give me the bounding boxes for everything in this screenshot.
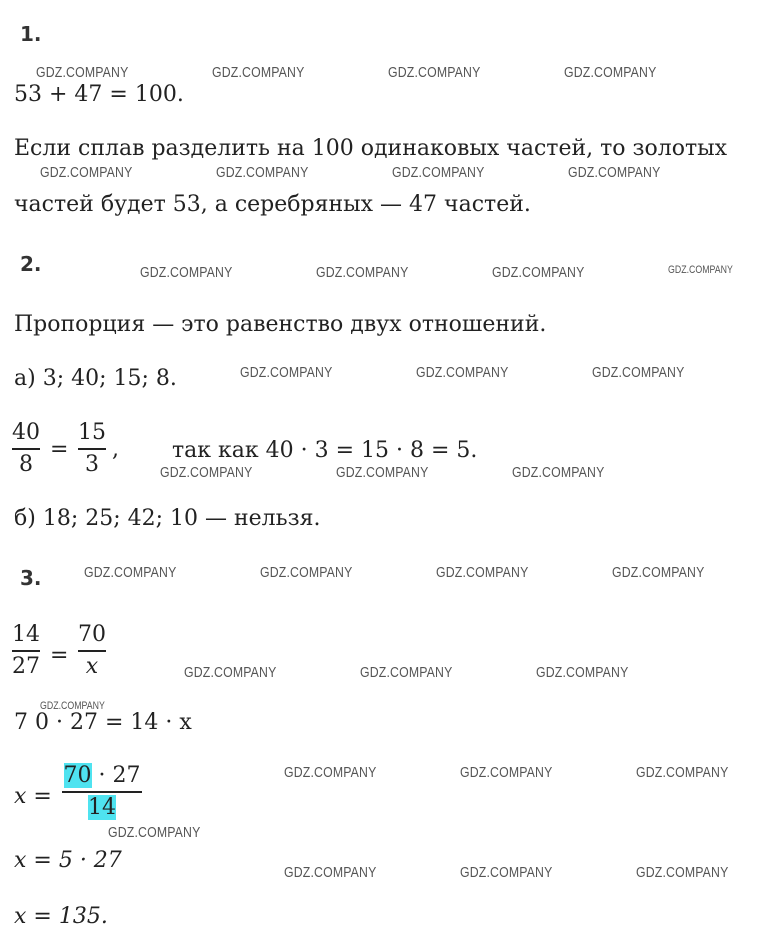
section-number-1: 1. (20, 22, 42, 46)
x-equals-135: x = 135. (14, 904, 108, 929)
watermark: GDZ.COMPANY (316, 264, 409, 281)
fraction-15-3 (78, 420, 106, 478)
watermark: GDZ.COMPANY (336, 464, 429, 481)
alloy-text-line2: частей будет 53, а серебряных — 47 частей. (14, 192, 531, 217)
because-text: так как 40 · 3 = 15 · 8 = 5. (172, 438, 478, 463)
watermark: GDZ.COMPANY (40, 164, 133, 181)
highlighted-14: 14 (88, 795, 116, 820)
fraction-denominator: x (85, 654, 99, 679)
comma: , (112, 437, 119, 462)
watermark: GDZ.COMPANY (512, 464, 605, 481)
numerator-rest: · 27 (91, 763, 141, 788)
watermark: GDZ.COMPANY (284, 864, 377, 881)
fraction-denominator: 27 (12, 654, 40, 679)
fraction-numerator (64, 763, 141, 789)
watermark: GDZ.COMPANY (392, 164, 485, 181)
watermark: GDZ.COMPANY (564, 64, 657, 81)
proportion-definition: Пропорция — это равенство двух отношений. (14, 312, 547, 337)
x-equals-label: x = (14, 784, 52, 809)
cross-multiplication: 7 0 · 27 = 14 · x (14, 710, 192, 735)
fraction-bar (78, 650, 106, 652)
fraction-numerator: 14 (12, 622, 40, 647)
watermark: GDZ.COMPANY (460, 764, 553, 781)
fraction-70x27-over-14 (62, 763, 142, 821)
watermark: GDZ.COMPANY (40, 700, 105, 712)
watermark: GDZ.COMPANY (416, 364, 509, 381)
watermark: GDZ.COMPANY (436, 564, 529, 581)
equals-sign: = (50, 437, 69, 462)
watermark: GDZ.COMPANY (216, 164, 309, 181)
equation-sum: 53 + 47 = 100. (14, 82, 184, 107)
watermark: GDZ.COMPANY (140, 264, 233, 281)
fraction-40-8 (12, 420, 40, 478)
fraction-numerator: 40 (12, 420, 40, 445)
fraction-numerator: 70 (78, 622, 106, 647)
watermark: GDZ.COMPANY (84, 564, 177, 581)
fraction-denominator (88, 795, 116, 821)
fraction-14-27 (12, 622, 40, 680)
watermark: GDZ.COMPANY (612, 564, 705, 581)
watermark: GDZ.COMPANY (184, 664, 277, 681)
item-b-numbers: б) 18; 25; 42; 10 — нельзя. (14, 506, 321, 531)
fraction-bar (78, 448, 106, 450)
x-equals-5x27: x = 5 · 27 (14, 848, 122, 873)
fraction-numerator: 15 (78, 420, 106, 445)
alloy-text-line1: Если сплав разделить на 100 одинаковых частей, то золотых (14, 136, 728, 161)
fraction-bar (12, 448, 40, 450)
section-number-3: 3. (20, 566, 42, 590)
watermark: GDZ.COMPANY (460, 864, 553, 881)
fraction-denominator: 8 (19, 452, 33, 477)
fraction-denominator: 3 (85, 452, 99, 477)
equals-sign: = (50, 643, 69, 668)
watermark: GDZ.COMPANY (536, 664, 629, 681)
watermark: GDZ.COMPANY (388, 64, 481, 81)
watermark: GDZ.COMPANY (492, 264, 585, 281)
watermark: GDZ.COMPANY (592, 364, 685, 381)
watermark: GDZ.COMPANY (636, 764, 729, 781)
watermark: GDZ.COMPANY (284, 764, 377, 781)
fraction-bar (62, 791, 142, 793)
fraction-bar (12, 650, 40, 652)
watermark: GDZ.COMPANY (240, 364, 333, 381)
watermark: GDZ.COMPANY (668, 264, 733, 276)
watermark: GDZ.COMPANY (636, 864, 729, 881)
section-number-2: 2. (20, 252, 42, 276)
watermark: GDZ.COMPANY (568, 164, 661, 181)
watermark: GDZ.COMPANY (360, 664, 453, 681)
watermark: GDZ.COMPANY (212, 64, 305, 81)
item-a-numbers: а) 3; 40; 15; 8. (14, 366, 177, 391)
watermark: GDZ.COMPANY (36, 64, 129, 81)
watermark: GDZ.COMPANY (160, 464, 253, 481)
watermark: GDZ.COMPANY (260, 564, 353, 581)
fraction-70-x (78, 622, 106, 680)
watermark: GDZ.COMPANY (108, 824, 201, 841)
highlighted-70: 70 (63, 763, 92, 788)
